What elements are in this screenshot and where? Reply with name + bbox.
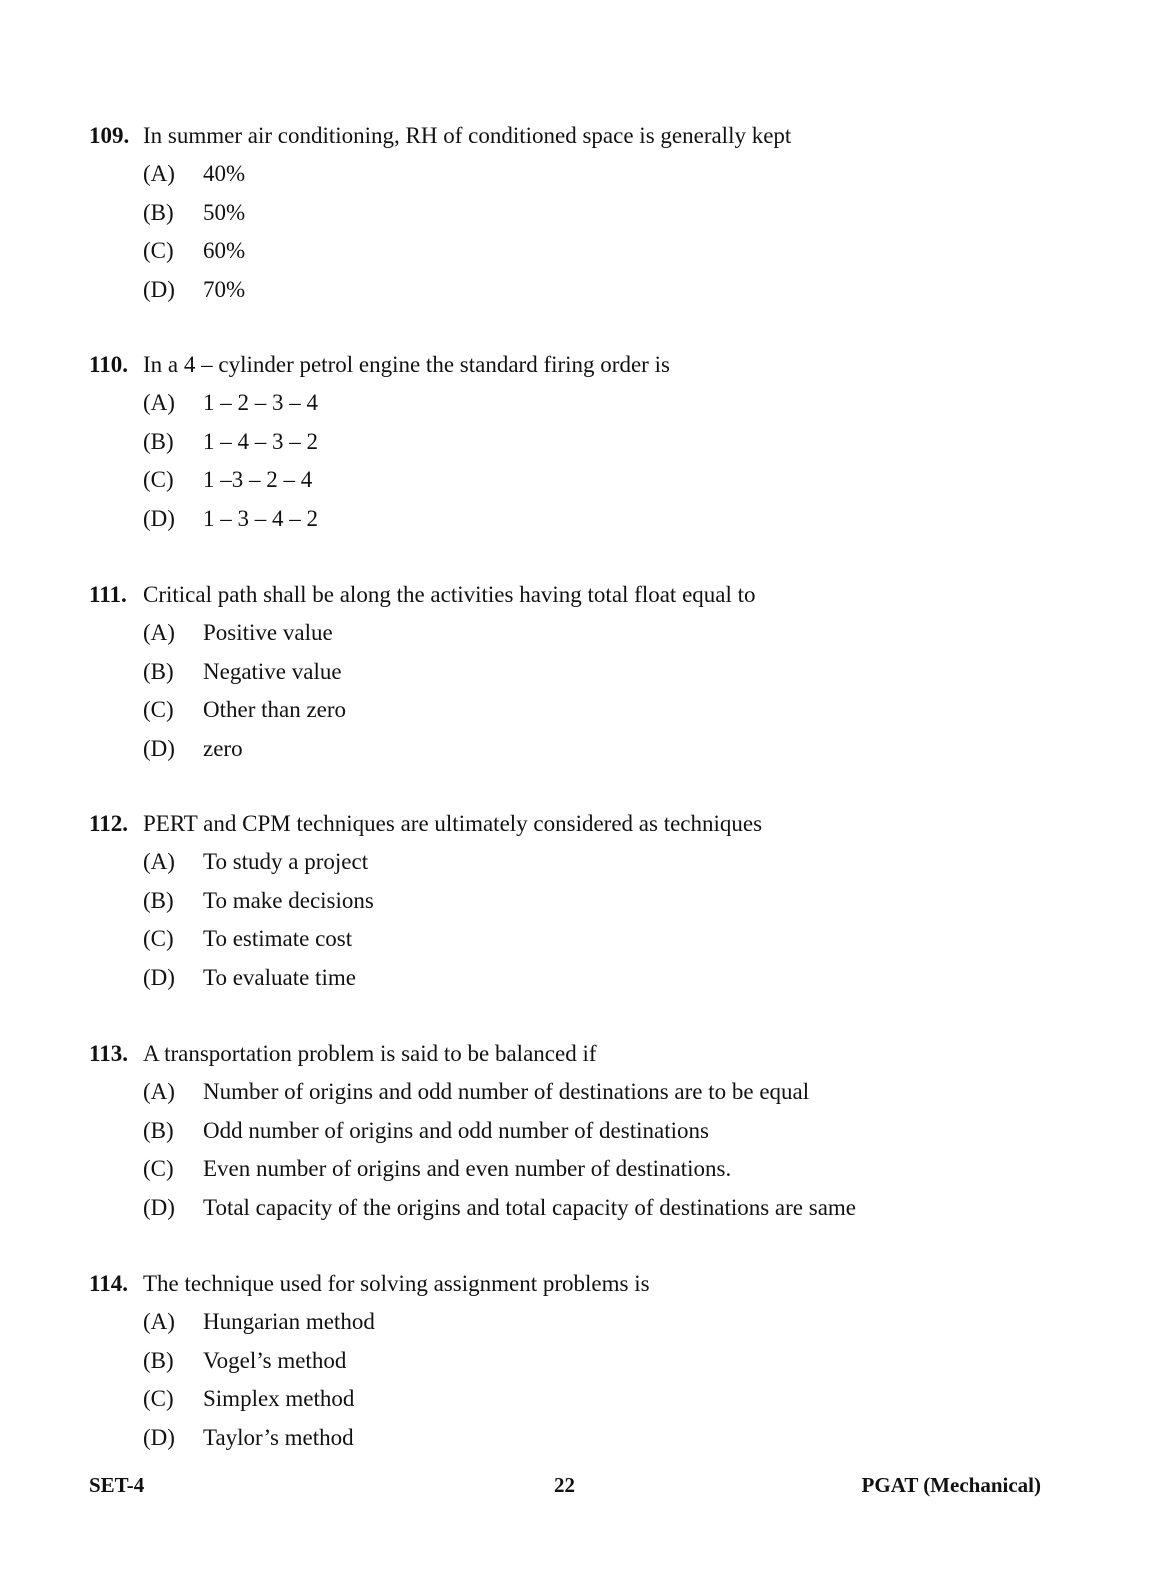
option-text: To make decisions — [203, 888, 374, 913]
option-letter: (C) — [143, 1156, 174, 1181]
option-text: 70% — [203, 277, 246, 302]
option-letter: (D) — [143, 736, 175, 761]
option-c — [143, 237, 245, 265]
option-b — [143, 658, 342, 686]
option-text: Odd number of origins and odd number of destinations — [203, 1118, 709, 1143]
option-b — [143, 1347, 346, 1375]
option-letter: (C) — [143, 467, 174, 492]
option-a — [143, 389, 318, 417]
option-a — [143, 160, 245, 188]
footer-set-label: SET-4 — [89, 1473, 145, 1497]
question-number: 111. — [89, 582, 127, 607]
option-b — [143, 887, 374, 915]
question-text: In a 4 – cylinder petrol engine the standard firing order is — [143, 352, 670, 377]
option-letter: (A) — [143, 1309, 175, 1334]
option-text: To evaluate time — [203, 965, 356, 990]
option-letter: (C) — [143, 1386, 174, 1411]
option-letter: (D) — [143, 1195, 175, 1220]
option-letter: (B) — [143, 659, 174, 684]
option-d — [143, 964, 356, 992]
option-c — [143, 1155, 731, 1183]
option-letter: (C) — [143, 697, 174, 722]
footer-exam-title: PGAT (Mechanical) — [861, 1473, 1041, 1497]
option-text: Total capacity of the origins and total capacity of destinations are same — [203, 1195, 857, 1220]
option-c — [143, 696, 346, 724]
option-a — [143, 1078, 809, 1106]
option-text: Taylor’s method — [203, 1425, 354, 1450]
question-number: 113. — [89, 1041, 128, 1066]
option-text: 1 – 2 – 3 – 4 — [203, 390, 318, 415]
option-text: Number of origins and odd number of destinations are to be equal — [203, 1079, 810, 1104]
option-letter: (B) — [143, 200, 174, 225]
question-text: Critical path shall be along the activities having total float equal to — [143, 582, 756, 607]
option-text: To study a project — [203, 849, 369, 874]
option-letter: (A) — [143, 620, 175, 645]
option-letter: (D) — [143, 965, 175, 990]
question-number: 110. — [89, 352, 128, 377]
option-text: Simplex method — [203, 1386, 355, 1411]
option-b — [143, 199, 245, 227]
option-b — [143, 428, 318, 456]
option-letter: (B) — [143, 1348, 174, 1373]
option-d — [143, 505, 318, 533]
option-text: 1 – 3 – 4 – 2 — [203, 506, 318, 531]
question-line — [89, 122, 791, 150]
option-letter: (B) — [143, 1118, 174, 1143]
option-letter: (A) — [143, 390, 175, 415]
option-letter: (D) — [143, 1425, 175, 1450]
option-text: To estimate cost — [203, 926, 353, 951]
question-text: In summer air conditioning, RH of conditioned space is generally kept — [143, 123, 792, 148]
option-text: Other than zero — [203, 697, 347, 722]
option-letter: (B) — [143, 429, 174, 454]
question-number: 112. — [89, 811, 128, 836]
option-letter: (C) — [143, 238, 174, 263]
question-text: PERT and CPM techniques are ultimately considered as techniques — [143, 811, 763, 836]
option-text: zero — [203, 736, 243, 761]
option-c — [143, 925, 352, 953]
option-letter: (B) — [143, 888, 174, 913]
option-d — [143, 1424, 354, 1452]
option-d — [143, 276, 245, 304]
option-letter: (C) — [143, 926, 174, 951]
option-text: Even number of origins and even number of destinations. — [203, 1156, 732, 1181]
option-text: 1 –3 – 2 – 4 — [203, 467, 313, 492]
question-line — [89, 351, 670, 379]
question-line — [89, 1040, 597, 1068]
option-d — [143, 735, 243, 763]
option-a — [143, 848, 368, 876]
option-d — [143, 1194, 856, 1222]
option-text: 50% — [203, 200, 246, 225]
question-number: 109. — [89, 123, 130, 148]
option-letter: (D) — [143, 277, 175, 302]
option-c — [143, 1385, 354, 1413]
option-letter: (A) — [143, 161, 175, 186]
question-text: A transportation problem is said to be balanced if — [143, 1041, 597, 1066]
option-text: 60% — [203, 238, 246, 263]
option-text: Positive value — [203, 620, 333, 645]
question-number: 114. — [89, 1271, 128, 1296]
question-line — [89, 1270, 650, 1298]
option-text: Vogel’s method — [203, 1348, 347, 1373]
footer-page-number: 22 — [554, 1473, 575, 1497]
option-a — [143, 619, 333, 647]
question-line — [89, 581, 756, 609]
option-letter: (A) — [143, 849, 175, 874]
option-text: Negative value — [203, 659, 342, 684]
question-text: The technique used for solving assignment problems is — [143, 1271, 650, 1296]
option-text: 40% — [203, 161, 246, 186]
option-b — [143, 1117, 709, 1145]
option-letter: (D) — [143, 506, 175, 531]
question-line — [89, 810, 762, 838]
option-letter: (A) — [143, 1079, 175, 1104]
option-c — [143, 466, 312, 494]
option-text: 1 – 4 – 3 – 2 — [203, 429, 318, 454]
option-text: Hungarian method — [203, 1309, 375, 1334]
option-a — [143, 1308, 375, 1336]
